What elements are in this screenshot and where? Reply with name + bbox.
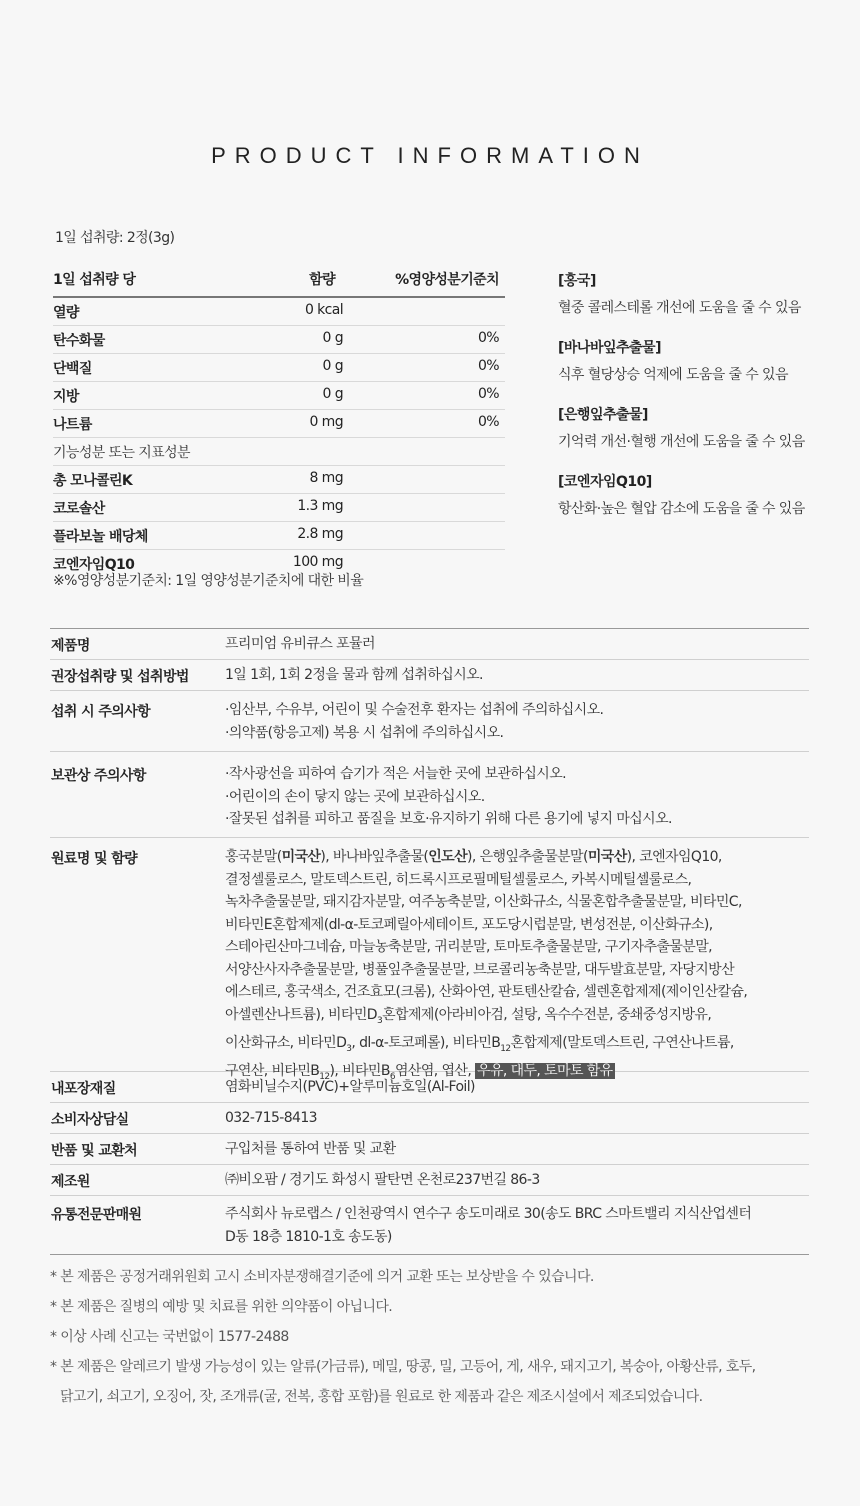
info-label: 원료명 및 함량 — [51, 851, 138, 867]
ingredient-line: 에스테르, 홍국색소, 건조효모(크롬), 산화아연, 판토텐산칼슘, 셀렌혼합제제(제이인산칼슘, — [225, 984, 748, 1000]
storage-line: ·어린이의 손이 닿지 않는 곳에 보관하십시오. — [225, 788, 485, 805]
claim-item — [558, 270, 848, 337]
nutrient-amount: 8 mg — [309, 470, 343, 486]
nutrient-amount: 100 mg — [292, 554, 343, 570]
nutrient-amount: 0 g — [322, 330, 343, 346]
nutrient-pct: 0% — [477, 330, 499, 346]
ingredient-line: 녹차추출물분말, 돼지감자분말, 여주농축분말, 이산화규소, 식물혼합추출물분말, 비타민C, — [225, 894, 742, 910]
header-amount: 함량 — [309, 272, 335, 288]
claim-item — [558, 337, 848, 404]
nutrient-pct: 0% — [477, 386, 499, 402]
claim-title: [바나바잎추출물] — [558, 340, 661, 356]
table-row — [53, 382, 505, 410]
ingredient-line: 결정셀룰로스, 말토덱스트린, 히드록시프로필메틸셀룰로스, 카복시메틸셀룰로스, — [225, 871, 692, 888]
info-value: 032-715-8413 — [225, 1110, 317, 1126]
ingredient-line: 비타민E혼합제제(dl-α-토코페릴아세테이트, 포도당시럽분말, 변성전분, 이산화규소), — [225, 916, 713, 933]
footnote: * 본 제품은 공정거래위원회 고시 소비자분쟁해결기준에 의거 교환 또는 보상받을 수 있습니다. — [50, 1269, 594, 1285]
info-value — [225, 1203, 809, 1248]
nutrient-amount: 0 mg — [309, 414, 343, 430]
table-row — [53, 410, 505, 438]
claim-desc: 식후 혈당상승 억제에 도움을 줄 수 있음 — [558, 367, 788, 383]
nutrient-name: 단백질 — [53, 361, 92, 377]
info-row-product — [50, 629, 809, 660]
claim-title: [코엔자임Q10] — [558, 474, 652, 490]
storage-line: ·작사광선을 피하여 습기가 적은 서늘한 곳에 보관하십시오. — [225, 766, 566, 782]
info-row-consumer — [50, 1103, 809, 1134]
info-label: 제품명 — [51, 638, 90, 654]
info-label: 유통전문판매원 — [51, 1207, 142, 1223]
info-row-packaging — [50, 1072, 809, 1103]
table-row — [53, 466, 505, 494]
daily-value-note: ※%영양성분기준치: 1일 영양성분기준치에 대한 비율 — [53, 573, 364, 589]
nutrient-amount: 2.8 mg — [297, 526, 343, 542]
nutrient-name: 탄수화물 — [53, 333, 105, 349]
info-label: 제조원 — [51, 1174, 90, 1190]
table-row — [53, 494, 505, 522]
info-label: 반품 및 교환처 — [51, 1143, 138, 1159]
footnote: * 본 제품은 질병의 예방 및 치료를 위한 의약품이 아닙니다. — [50, 1299, 393, 1315]
nutrient-name: 총 모나콜린K — [53, 473, 133, 489]
ingredient-line: 구연산, 비타민$B_{12}$), 비타민$B_6$염산염, 엽산, 우유, 대두, 토마토 함유 — [225, 1063, 613, 1082]
claim-desc: 혈중 콜레스테롤 개선에 도움을 줄 수 있음 — [558, 300, 801, 316]
info-value — [225, 763, 809, 831]
nutrient-name: 코엔자임Q10 — [53, 557, 135, 573]
info-label: 권장섭취량 및 섭취방법 — [51, 669, 189, 685]
nutrient-amount: 0 g — [322, 386, 343, 402]
info-value: 1일 1회, 1회 2정을 물과 함께 섭취하십시오. — [225, 667, 483, 683]
storage-line: ·잘못된 섭취를 피하고 품질을 보호·유지하기 위해 다른 용기에 넣지 마십시오. — [225, 811, 672, 827]
nutrient-amount: 1.3 mg — [297, 498, 343, 514]
header-daily-value: %영양성분기준치 — [395, 272, 499, 288]
info-label: 보관상 주의사항 — [51, 768, 146, 784]
footnote: * 본 제품은 알레르기 발생 가능성이 있는 알류(가금류), 메밀, 땅콩, 밀, 고등어, 게, 새우, 돼지고기, 복숭아, 아황산류, 호두, — [50, 1359, 756, 1375]
table-row — [53, 438, 505, 466]
functional-claims — [558, 270, 848, 538]
claim-desc: 기억력 개선·혈행 개선에 도움을 줄 수 있음 — [558, 434, 805, 450]
footnote: 닭고기, 쇠고기, 오징어, 잣, 조개류(굴, 전복, 홍합 포함)를 원료로 한 제품과 같은 제조시설에서 제조되었습니다. — [60, 1389, 703, 1405]
functional-section-label: 기능성분 또는 지표성분 — [53, 445, 190, 461]
page-title: PRODUCT INFORMATION — [211, 143, 649, 168]
claim-desc: 항산화·높은 혈압 감소에 도움을 줄 수 있음 — [558, 501, 805, 517]
table-row — [53, 326, 505, 354]
footnote: * 이상 사례 신고는 국번없이 1577-2488 — [50, 1329, 289, 1345]
table-row — [53, 522, 505, 550]
nutrient-name: 나트륨 — [53, 417, 92, 433]
info-row-caution — [50, 691, 809, 752]
table-row — [53, 298, 505, 326]
ingredients-value — [225, 846, 809, 1088]
info-row-dosage — [50, 660, 809, 691]
nutrient-pct: 0% — [477, 358, 499, 374]
info-label: 소비자상담실 — [51, 1112, 129, 1128]
ingredient-line: 이산화규소, 비타민$D_3$, dl-α-토코페롤), 비타민$B_{12}$혼합제제(말토덱스트린, 구연산나트륨, — [225, 1034, 734, 1054]
distributor-line: D동 18층 1810-1호 송도동) — [225, 1228, 392, 1245]
distributor-line: 주식회사 뉴로랩스 / 인천광역시 연수구 송도미래로 30(송도 BRC 스마트밸리 지식산업센터 — [225, 1206, 752, 1222]
nutrient-name: 지방 — [53, 389, 79, 405]
info-value: 구입처를 통하여 반품 및 교환 — [225, 1141, 396, 1157]
nutrient-pct: 0% — [477, 414, 499, 430]
header-per-serving: 1일 섭취량 당 — [53, 272, 136, 288]
nutrition-header — [53, 264, 505, 298]
table-row — [53, 354, 505, 382]
info-label: 섭취 시 주의사항 — [51, 704, 151, 720]
caution-line: ·의약품(항응고제) 복용 시 섭취에 주의하십시오. — [225, 724, 504, 741]
nutrition-table — [53, 264, 505, 577]
allergen-highlight: 우유, 대두, 토마토 함유 — [477, 1063, 613, 1080]
nutrient-amount: 0 kcal — [304, 302, 343, 318]
ingredient-line: 홍국분말(미국산), 바나바잎추출물(인도산), 은행잎추출물분말(미국산), 코엔자임Q10, — [225, 849, 722, 865]
info-row-distributor — [50, 1196, 809, 1254]
info-row-maker — [50, 1165, 809, 1196]
claim-item — [558, 404, 848, 471]
claim-title: [홍국] — [558, 273, 596, 289]
info-value: 염화비닐수지(PVC)+알루미늄호일(Al-Foil) — [225, 1079, 475, 1095]
ingredient-line: 스테아린산마그네슘, 마늘농축분말, 귀리분말, 토마토추출물분말, 구기자추출물분말, — [225, 939, 712, 955]
info-value: 프리미엄 유비큐스 포뮬러 — [225, 636, 375, 652]
serving-size: 1일 섭취량: 2정(3g) — [55, 230, 175, 246]
info-row-ingredients — [50, 838, 809, 1082]
product-info-table — [50, 628, 809, 1255]
info-value — [225, 699, 809, 744]
nutrient-name: 플라보놀 배당체 — [53, 529, 148, 545]
claim-title: [은행잎추출물] — [558, 407, 648, 423]
info-label: 내포장재질 — [51, 1081, 116, 1097]
info-row-storage — [50, 752, 809, 838]
nutrient-amount: 0 g — [322, 358, 343, 374]
footnotes — [50, 1266, 840, 1416]
info-value: ㈜비오팜 / 경기도 화성시 팔탄면 온천로237번길 86-3 — [225, 1172, 540, 1188]
nutrient-name: 코로솔산 — [53, 501, 105, 517]
caution-line: ·임산부, 수유부, 어린이 및 수술전후 환자는 섭취에 주의하십시오. — [225, 702, 604, 718]
nutrient-name: 열량 — [53, 305, 79, 321]
info-row-return — [50, 1134, 809, 1165]
claim-item — [558, 471, 848, 538]
ingredient-line: 서양산사자추출물분말, 병풀잎추출물분말, 브로콜리농축분말, 대두발효분말, 자당지방산 — [225, 961, 734, 978]
ingredient-line: 아셀렌산나트륨), 비타민$D_3$혼합제제(아라비아검, 설탕, 옥수수전분, 중쇄중성지방유, — [225, 1006, 712, 1026]
